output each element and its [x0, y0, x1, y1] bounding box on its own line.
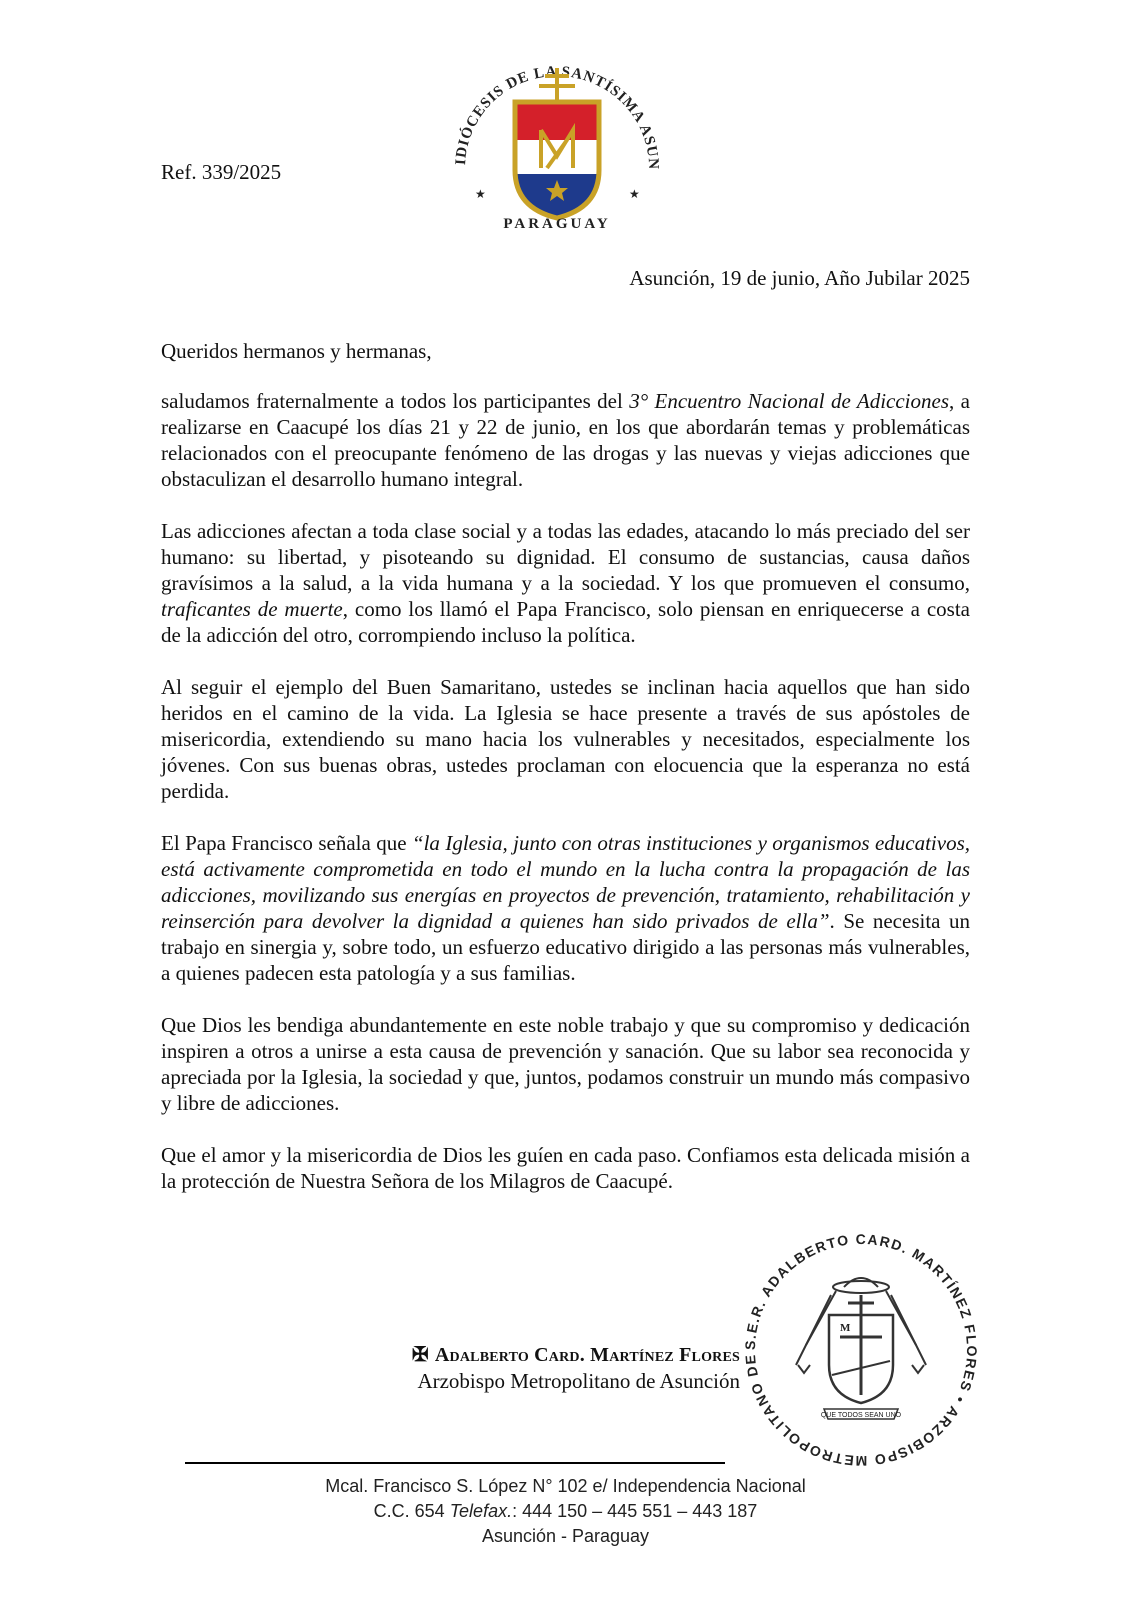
crest-bottom-text: PARAGUAY: [503, 216, 611, 232]
archdiocese-crest: [437, 40, 677, 245]
star-left-icon: ★: [475, 187, 486, 201]
svg-text:S.E.R. ADALBERTO CARD. MARTÍNE: [736, 1225, 980, 1469]
salutation: Queridos hermanos y hermanas,: [161, 339, 432, 363]
paragraph-2: Las adicciones afectan a toda clase social y a todas las edades, atacando lo más preciado del ser humano: su libertad, y pisoteando su dignidad. El consumo de sustancias, causa daños gravísimos a la salud, a la vida humana y a la sociedad. Y los que promueven el consumo, traficantes de muerte, como los llamó el Papa Francisco, solo piensan en enriquecerse a costa de la adicción del otro, corrompiendo incluso la política.: [161, 519, 970, 647]
footer-divider: [185, 1462, 725, 1464]
paragraph-5: Que Dios les bendiga abundantemente en este noble trabajo y que su compromiso y dedicación inspiren a otros a unirse a esta causa de prevención y sanación. Que su labor sea reconocida y apreciada por la Iglesia, la sociedad y que, juntos, podamos construir un mundo más compasivo y libre de adicciones.: [161, 1013, 970, 1115]
star-right-icon: ★: [629, 187, 640, 201]
footer-line-2: C.C. 654 Telefax.: 444 150 – 445 551 – 443 187: [373, 1501, 758, 1521]
seal-shield-icon: [829, 1295, 893, 1403]
paragraph-4: El Papa Francisco señala que “la Iglesia, junto con otras instituciones y organismos educativos, está activamente comprometida en todo el mundo en la lucha contra la propagación de las adicciones, movilizando sus energías en proyectos de prevención, tratamiento, rehabilitación y reinserción para devolver la dignidad a quienes han sido privados de ella”. Se necesita un trabajo en sinergia y, sobre todo, un esfuerzo educativo dirigido a las personas más vulnerables, a quienes padecen esta patología y a sus familias.: [161, 831, 971, 985]
signer-title: Arzobispo Metropolitano de Asunción: [417, 1369, 740, 1393]
cross-icon: ✠: [411, 1344, 429, 1366]
footer-line-3: Asunción - Paraguay: [481, 1526, 650, 1546]
letter-date: Asunción, 19 de junio, Año Jubilar 2025: [629, 266, 970, 290]
reference-number: Ref. 339/2025: [161, 160, 282, 184]
footer-line-1: Mcal. Francisco S. López N° 102 e/ Independencia Nacional: [325, 1476, 806, 1496]
seal-outer-text: S.E.R. ADALBERTO CARD. MARTÍNEZ FLORES • ARZOBISPO METROPOLITANO DE: [741, 1230, 981, 1470]
footer-address: [0, 1474, 1131, 1549]
crest-graphic: [437, 40, 677, 245]
cardinal-seal: [736, 1225, 986, 1475]
shield-icon: [515, 102, 599, 224]
svg-text:M: M: [840, 1322, 851, 1334]
paragraph-3: Al seguir el ejemplo del Buen Samaritano, ustedes se inclinan hacia aquellos que han sido heridos en el camino de la vida. La Iglesia se hace presente a través de sus apóstoles de misericordia, extendiendo su mano hacia los vulnerables y necesitados, especialmente los jóvenes. Con sus buenas obras, ustedes proclaman con elocuencia que la esperanza no está perdida.: [161, 675, 970, 803]
signature-block: [300, 1342, 740, 1394]
signer-name: ✠ Adalberto Card. Martínez Flores: [411, 1344, 740, 1366]
seal-graphic: [736, 1225, 986, 1475]
letter-body: [161, 338, 970, 1220]
crest-arc-text: IDIÓCESIS DE LA SANTÍSIMA ASUN: [453, 63, 662, 171]
paragraph-6: Que el amor y la misericordia de Dios les guíen en cada paso. Confiamos esta delicada misión a la protección de Nuestra Señora de los Milagros de Caacupé.: [161, 1143, 970, 1193]
seal-motto: QUE TODOS SEAN UNO: [820, 1412, 902, 1419]
paragraph-1: saludamos fraternalmente a todos los participantes del 3° Encuentro Nacional de Adicciones, a realizarse en Caacupé los días 21 y 22 de junio, en los que abordarán temas y problemáticas relacionados con el preocupante fenómeno de las drogas y las nuevas y viejas adicciones que obstaculizan el desarrollo humano integral.: [161, 389, 970, 491]
